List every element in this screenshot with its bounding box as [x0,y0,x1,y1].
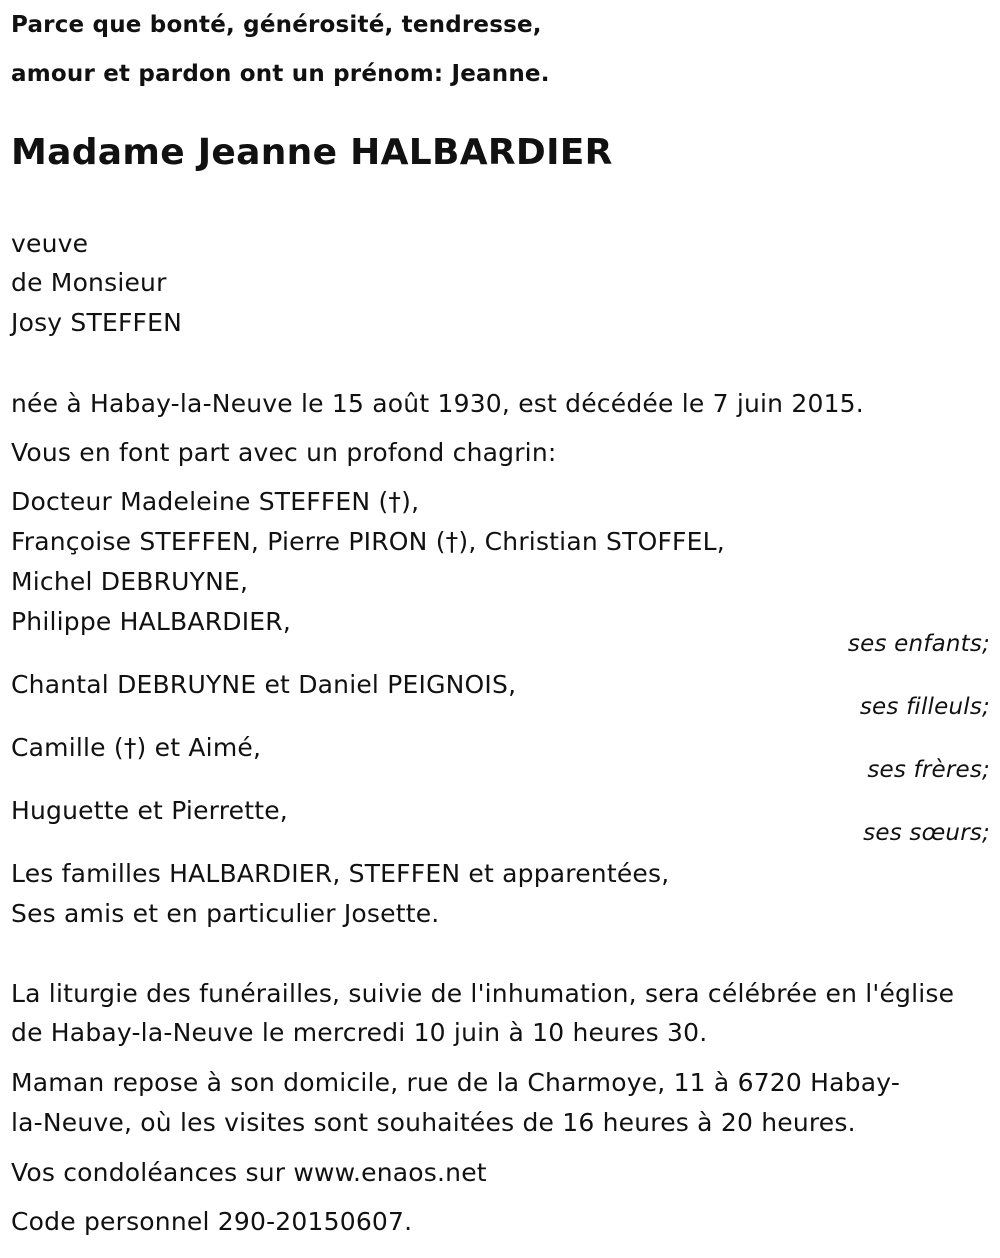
children-line-4: Philippe HALBARDIER, [11,607,292,636]
page-title: Madame Jeanne HALBARDIER [11,132,613,173]
godchildren-role: ses filleuls; [859,694,990,720]
announcement-line: Vous en font part avec un profond chagrin: [11,438,557,467]
sisters-role: ses sœurs; [863,820,990,846]
spouse-line-2: de Monsieur [11,268,167,297]
rest-line-1: Maman repose à son domicile, rue de la Charmoye, 11 à 6720 Habay- [11,1068,901,1097]
children-role: ses enfants; [847,631,990,657]
condolences-line: Vos condoléances sur www.enaos.net [11,1158,487,1187]
rest-line-2: la-Neuve, où les visites sont souhaitées de 16 heures à 20 heures. [11,1108,856,1137]
brothers-names: Camille (†) et Aimé, [11,733,262,762]
funeral-line-2: de Habay-la-Neuve le mercredi 10 juin à 10 heures 30. [11,1018,708,1047]
spouse-line-1: veuve [11,229,89,258]
personal-code-line: Code personnel 290-20150607. [11,1207,413,1236]
families-line-2: Ses amis et en particulier Josette. [11,899,440,928]
brothers-role: ses frères; [867,757,990,783]
funeral-line-1: La liturgie des funérailles, suivie de l'inhumation, sera célébrée en l'église [11,979,955,1008]
godchildren-names: Chantal DEBRUYNE et Daniel PEIGNOIS, [11,670,517,699]
families-line-1: Les familles HALBARDIER, STEFFEN et apparentées, [11,859,670,888]
intro-line-1: Parce que bonté, générosité, tendresse, [11,12,542,38]
children-line-1: Docteur Madeleine STEFFEN (†), [11,487,420,516]
sisters-names: Huguette et Pierrette, [11,796,288,825]
birth-death-line: née à Habay-la-Neuve le 15 août 1930, est décédée le 7 juin 2015. [11,389,864,418]
intro-line-2: amour et pardon ont un prénom: Jeanne. [11,61,550,87]
children-line-2: Françoise STEFFEN, Pierre PIRON (†), Christian STOFFEL, [11,527,725,556]
spouse-line-3: Josy STEFFEN [11,308,183,337]
children-line-3: Michel DEBRUYNE, [11,567,249,596]
